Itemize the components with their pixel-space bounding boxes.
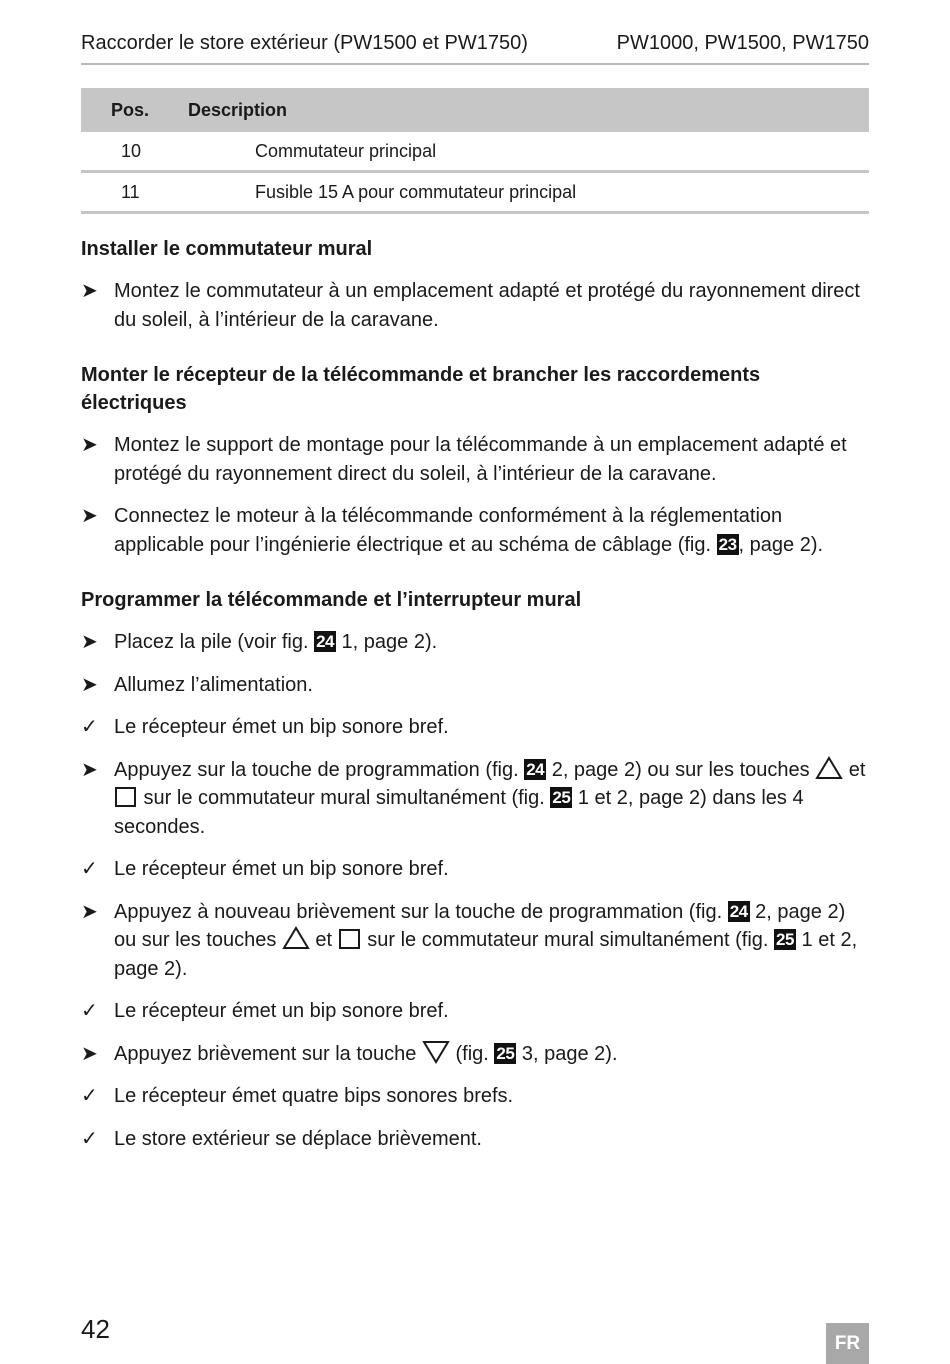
arrow-bullet-icon: ➤ xyxy=(81,758,98,781)
text-part: (fig. xyxy=(449,1042,495,1065)
section-title-receiver: Monter le récepteur de la télécommande et brancher les raccordements électriques xyxy=(81,364,761,414)
instruction-text: Montez le support de montage pour la télécommande à un emplacement adapté et protégé du rayonnement direct du soleil, à l’intérieur de la caravane. xyxy=(114,434,847,485)
text-part: Appuyez brièvement sur la touche xyxy=(114,1042,422,1065)
arrow-bullet-icon: ➤ xyxy=(81,631,98,653)
figure-reference-badge: 25 xyxy=(496,1043,515,1063)
figure-reference-badge: 25 xyxy=(552,788,571,807)
result-text: Le récepteur émet quatre bips sonores brefs. xyxy=(114,1085,514,1107)
square-icon xyxy=(338,928,362,950)
instruction-item xyxy=(81,431,871,488)
table-cell-pos: 10 xyxy=(81,132,188,172)
result-item xyxy=(81,1082,871,1111)
check-icon: ✓ xyxy=(81,716,98,738)
triangle-up-icon xyxy=(815,756,843,780)
result-item xyxy=(81,713,871,742)
text-part: Connectez le moteur à la télécommande conformément à la réglementation applicable pour l’ingénierie électrique et au schéma de câblage (fig. xyxy=(114,505,783,556)
result-text: Le récepteur émet un bip sonore bref. xyxy=(114,858,449,880)
instruction-item xyxy=(81,628,871,657)
result-item xyxy=(81,855,871,884)
figure-reference-badge: 24 xyxy=(729,901,748,921)
square-icon xyxy=(114,786,138,808)
arrow-bullet-icon: ➤ xyxy=(81,434,98,456)
column-header-pos: Pos. xyxy=(81,88,188,132)
figure-reference-badge: 24 xyxy=(526,759,545,779)
table-cell-description: Commutateur principal xyxy=(188,132,869,172)
text-part: et xyxy=(309,929,338,951)
running-header xyxy=(81,32,869,65)
text-part: 1, page 2). xyxy=(336,631,438,653)
instruction-text: Montez le commutateur à un emplacement adapté et protégé du rayonnement direct du soleil, à l’intérieur de la caravane. xyxy=(114,280,860,331)
text-part: Appuyez sur la touche de programmation (fig. xyxy=(114,758,525,781)
section-title-programming: Programmer la télécommande et l’interrupteur mural xyxy=(81,589,582,611)
text-part: 1 et 2, page 2). xyxy=(114,929,858,980)
language-tab: FR xyxy=(826,1323,869,1364)
position-table xyxy=(81,88,869,214)
check-icon: ✓ xyxy=(81,1127,98,1150)
arrow-bullet-icon: ➤ xyxy=(81,1042,98,1065)
table-cell-pos: 11 xyxy=(81,172,188,213)
check-icon: ✓ xyxy=(81,1000,98,1022)
table-row xyxy=(81,132,869,172)
text-part: Appuyez à nouveau brièvement sur la touche de programmation (fig. xyxy=(114,900,728,923)
text-part: Placez la pile (voir fig. xyxy=(114,631,315,653)
instruction-text xyxy=(114,631,437,653)
text-part: , page 2). xyxy=(738,533,824,556)
instruction-text xyxy=(114,505,823,556)
instruction-item xyxy=(81,898,871,984)
triangle-down-icon xyxy=(422,1040,450,1064)
result-item xyxy=(81,1125,871,1154)
page-number: 42 xyxy=(81,1314,110,1344)
figure-reference-badge: 23 xyxy=(718,534,737,554)
text-part: sur le commutateur mural simultanément (fig. xyxy=(361,929,775,951)
result-text: Le récepteur émet un bip sonore bref. xyxy=(114,716,449,738)
check-icon: ✓ xyxy=(81,1085,98,1107)
column-header-description: Description xyxy=(188,88,869,132)
instruction-text: Allumez l’alimentation. xyxy=(114,673,313,696)
arrow-bullet-icon: ➤ xyxy=(81,900,98,923)
result-item xyxy=(81,997,871,1026)
text-part: 2, page 2) ou sur les touches xyxy=(546,758,816,781)
text-part: 1 et 2, page 2) dans les 4 secondes. xyxy=(114,787,804,838)
arrow-bullet-icon: ➤ xyxy=(81,673,98,696)
main-content xyxy=(81,235,871,1153)
triangle-up-icon xyxy=(282,926,310,950)
instruction-text xyxy=(114,1043,618,1065)
instruction-item xyxy=(81,502,871,559)
instruction-item xyxy=(81,1040,871,1069)
text-part: sur le commutateur mural simultanément (fig. xyxy=(138,787,551,809)
check-icon: ✓ xyxy=(81,858,98,880)
header-model-list: PW1000, PW1500, PW1750 xyxy=(616,32,869,54)
text-part: 2, page 2) ou sur les touches xyxy=(114,900,846,951)
instruction-item xyxy=(81,671,871,700)
table-header-row xyxy=(81,88,869,132)
result-text: Le récepteur émet un bip sonore bref. xyxy=(114,1000,449,1022)
instruction-item xyxy=(81,756,871,842)
arrow-bullet-icon: ➤ xyxy=(81,505,98,527)
text-part: et xyxy=(843,758,866,781)
arrow-bullet-icon: ➤ xyxy=(81,280,98,302)
instruction-text xyxy=(114,759,865,838)
instruction-text xyxy=(114,901,857,980)
figure-reference-badge: 25 xyxy=(776,930,794,949)
result-text: Le store extérieur se déplace brièvement. xyxy=(114,1127,482,1150)
section-title-wall-switch: Installer le commutateur mural xyxy=(81,238,373,260)
instruction-item xyxy=(81,277,871,334)
header-section-title: Raccorder le store extérieur (PW1500 et PW1750) xyxy=(81,32,528,54)
text-part: 3, page 2). xyxy=(516,1042,618,1065)
table-cell-description: Fusible 15 A pour commutateur principal xyxy=(188,172,869,213)
table-row xyxy=(81,172,869,213)
figure-reference-badge: 24 xyxy=(316,632,334,651)
